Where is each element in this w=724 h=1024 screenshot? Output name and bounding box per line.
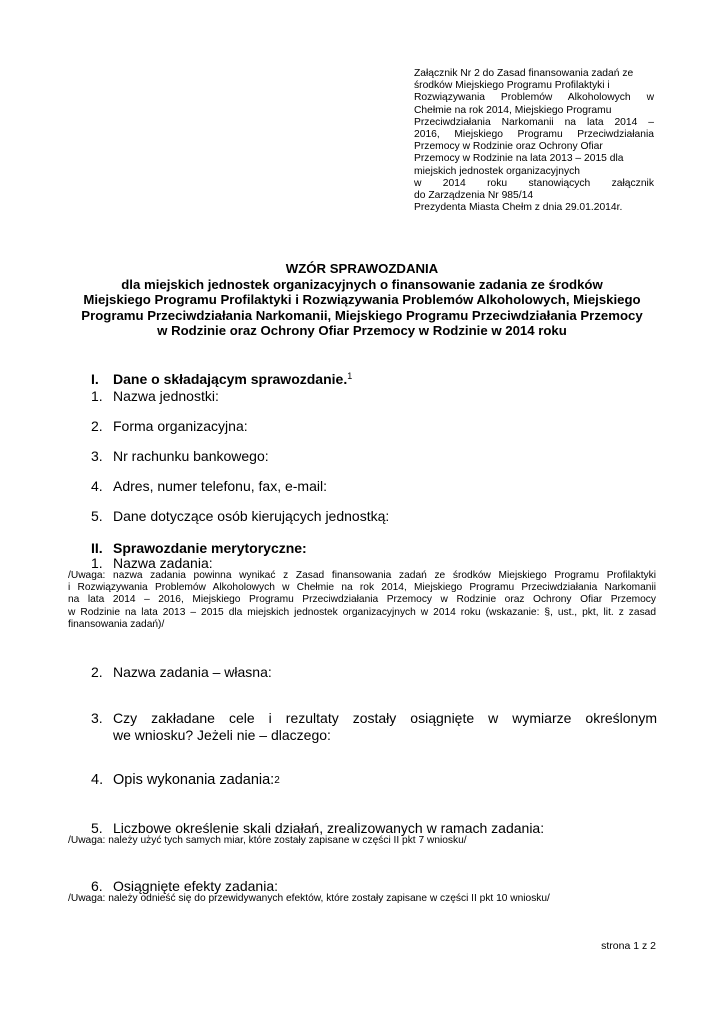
note-line: na lata 2014 – 2016, Miejskiego Programu Przeciwdziałania Przemocy w Rodzinie oraz Ochrony Ofiar Przemocy <box>68 594 656 606</box>
title-line: Miejskiego Programu Profilaktyki i Rozwiązywania Problemów Alkoholowych, Miejskiego <box>83 292 641 307</box>
item-label: Adres, numer telefonu, fax, e-mail: <box>113 478 327 494</box>
section-2-heading <box>91 540 307 556</box>
item-label: Dane dotyczące osób kierujących jednostką: <box>113 508 390 524</box>
item-number: 4. <box>91 772 104 788</box>
item-label: Liczbowe określenie skali działań, zrealizowanych w ramach zadania: <box>113 820 545 836</box>
item-number: 5. <box>91 508 103 524</box>
item-label: Nr rachunku bankowego: <box>113 448 269 464</box>
attachment-line: Przemocy w Rodzinie na lata 2013 – 2015 dla <box>414 153 624 165</box>
section-number: II. <box>91 540 103 556</box>
title-line: dla miejskich jednostek organizacyjnych o finansowanie zadania ze środków <box>121 276 603 292</box>
item-number: 3. <box>91 710 103 726</box>
title-line: WZÓR SPRAWOZDANIA <box>285 261 439 276</box>
item-label: Nazwa jednostki: <box>113 388 219 404</box>
field-bank-account <box>91 448 269 465</box>
page-number: strona 1 z 2 <box>601 940 656 952</box>
item-number: 1. <box>91 388 103 404</box>
attachment-line: środków Miejskiego Programu Profilaktyki i <box>414 80 610 92</box>
field-task-own-name <box>91 664 272 681</box>
field-task-description <box>91 772 280 789</box>
item-label: Nazwa zadania – własna: <box>113 664 272 680</box>
section-1-heading <box>91 371 352 387</box>
item-number: 2. <box>91 664 103 680</box>
item-number: 5. <box>91 820 103 836</box>
item-label: Forma organizacyjna: <box>113 418 248 434</box>
attachment-line: 2016, Miejskiego Programu Przeciwdziałania <box>414 129 654 141</box>
section-number: I. <box>91 371 99 387</box>
item-number: 4. <box>91 478 103 494</box>
item-label: Osiągnięte efekty zadania: <box>113 878 278 894</box>
note-line: w Rodzinie na lata 2013 – 2015 dla miejskich jednostek organizacyjnych w 2014 roku (wskazanie: §, ust., pkt, lit. z zasad <box>68 606 656 618</box>
attachment-line: do Zarządzenia Nr 985/14 <box>414 190 534 202</box>
section-title: Sprawozdanie merytoryczne: <box>113 540 307 556</box>
attachment-line: Załącznik Nr 2 do Zasad finansowania zadań ze <box>414 68 634 79</box>
report-title <box>60 261 664 339</box>
title-line: Programu Przeciwdziałania Narkomanii, Miejskiego Programu Przeciwdziałania Przemocy <box>81 307 643 323</box>
item-label-line: we wniosku? Jeżeli nie – dlaczego: <box>113 727 331 743</box>
footnote-mark: 1 <box>347 371 353 381</box>
note-task-name <box>68 570 656 631</box>
attachment-line: Przeciwdziałania Narkomanii na lata 2014 – <box>414 116 654 128</box>
item-label: Opis wykonania zadania: <box>113 772 275 788</box>
item-label: Nazwa zadania: <box>113 555 213 571</box>
note-task-effects: /Uwaga: należy odnieść się do przewidywanych efektów, które zostały zapisane w części II pkt 10 wniosku/ <box>68 893 550 904</box>
note-line: i Rozwiązywania Problemów Alkoholowych w Chełmie na rok 2014, Miejskiego Programu Przeciwdziałania Narkomanii <box>68 582 656 594</box>
item-number: 3. <box>91 448 103 464</box>
attachment-line: Prezydenta Miasta Chełm z dnia 29.01.2014r. <box>414 202 623 214</box>
item-number: 6. <box>91 878 103 894</box>
attachment-line: Chełmie na rok 2014, Miejskiego Programu <box>414 104 612 116</box>
field-managers <box>91 508 389 525</box>
item-number: 2. <box>91 418 103 434</box>
item-label-line: Czy zakładane cele i rezultaty zostały osiągnięte w wymiarze określonym <box>113 710 657 726</box>
field-unit-name <box>91 388 219 405</box>
title-line: w Rodzinie oraz Ochrony Ofiar Przemocy w Rodzinie w 2014 roku <box>157 323 567 338</box>
attachment-line: Rozwiązywania Problemów Alkoholowych w <box>414 92 654 104</box>
field-address-contact <box>91 478 327 495</box>
note-line: finansowania zadań)/ <box>68 618 165 630</box>
item-number: 1. <box>91 555 103 571</box>
footnote-mark: 2 <box>274 775 280 786</box>
attachment-line: Przemocy w Rodzinie oraz Ochrony Ofiar <box>414 141 603 153</box>
field-organizational-form <box>91 418 248 435</box>
note-line: /Uwaga: nazwa zadania powinna wynikać z Zasad finansowania zadań ze środków Miejskiego Programu Profilaktyki <box>68 570 656 581</box>
attachment-line: w 2014 roku stanowiących załącznik <box>414 177 654 189</box>
attachment-line: miejskich jednostek organizacyjnych <box>414 165 580 177</box>
section-title: Dane o składającym sprawozdanie. <box>113 371 348 387</box>
note-activity-scale: /Uwaga: należy użyć tych samych miar, które zostały zapisane w części II pkt 7 wniosku/ <box>68 835 467 846</box>
attachment-note <box>414 68 654 214</box>
